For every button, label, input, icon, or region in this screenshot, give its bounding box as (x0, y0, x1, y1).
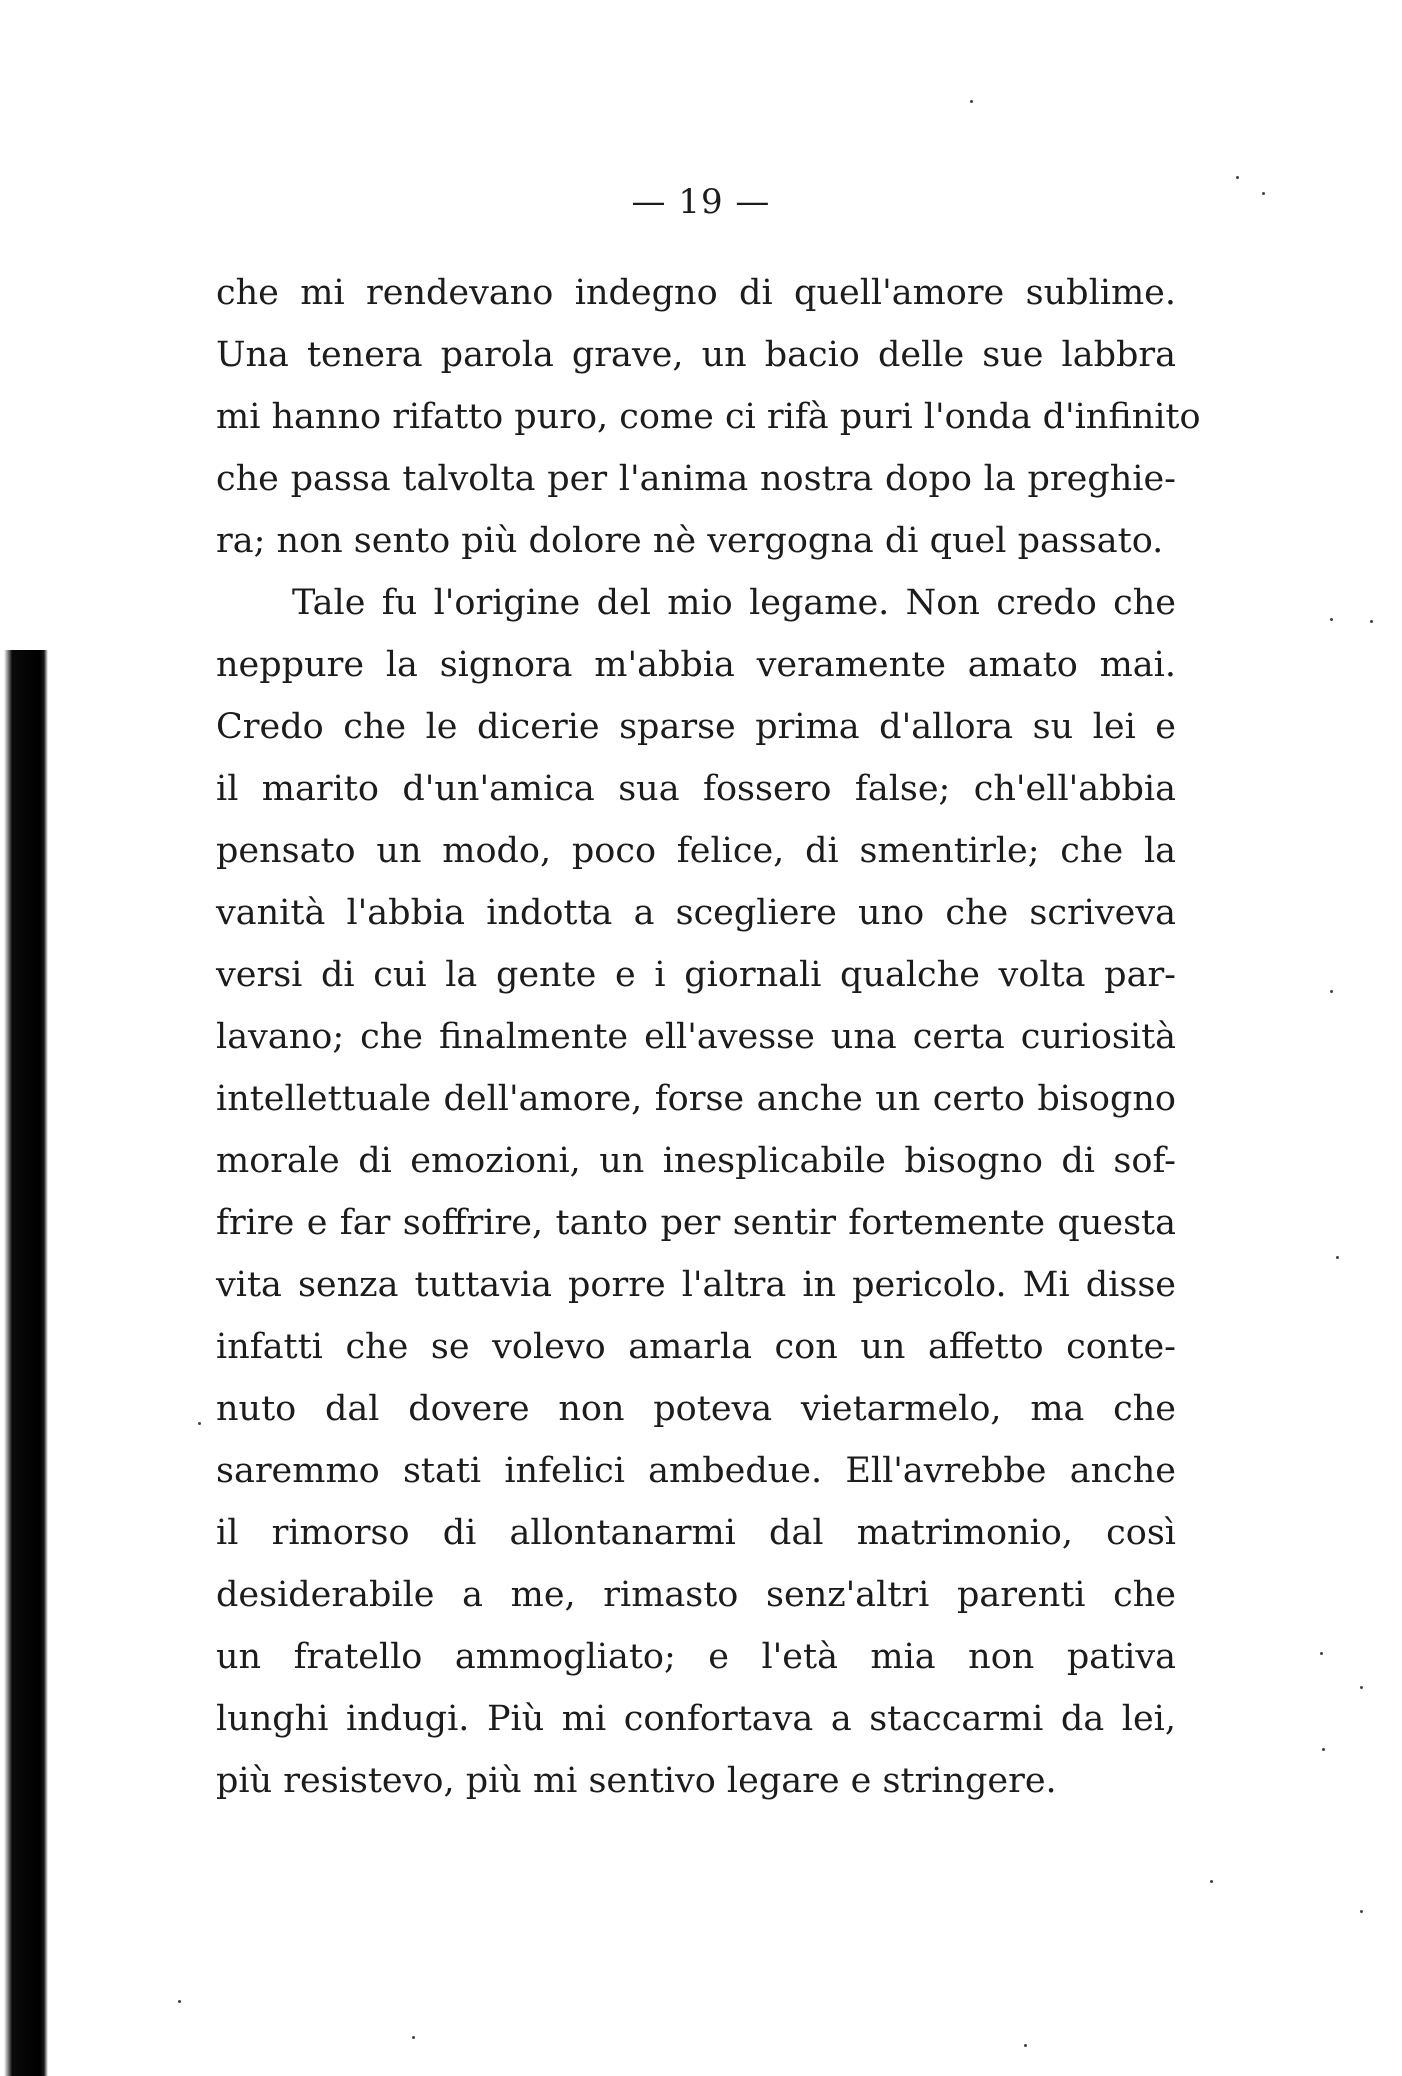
scan-speck (970, 100, 973, 103)
text-line: vita senza tuttavia porre l'altra in pericolo. Mi disse (216, 1265, 1176, 1305)
scan-speck (1360, 1686, 1363, 1689)
scan-speck (1330, 618, 1333, 621)
text-line: intellettuale dell'amore, forse anche un certo bisogno (216, 1079, 1176, 1119)
scan-speck (1330, 990, 1333, 993)
text-line: frire e far soffrire, tanto per sentir fortemente questa (216, 1203, 1176, 1243)
text-line: il rimorso di allontanarmi dal matrimonio, così (216, 1513, 1176, 1553)
scan-speck (412, 2036, 415, 2039)
text-line: che mi rendevano indegno di quell'amore sublime. (216, 273, 1176, 313)
text-line: lavano; che finalmente ell'avesse una certa curiosità (216, 1017, 1176, 1057)
page-binding-edge (0, 650, 48, 2076)
scan-speck (1322, 1748, 1325, 1751)
scan-speck (1360, 1910, 1363, 1913)
text-line: morale di emozioni, un inesplicabile bisogno di sof- (216, 1141, 1176, 1181)
text-line: più resistevo, più mi sentivo legare e stringere. (216, 1761, 1057, 1801)
text-line: Una tenera parola grave, un bacio delle sue labbra (216, 335, 1176, 375)
text-line: Credo che le dicerie sparse prima d'allora su lei e (216, 707, 1176, 747)
text-line: pensato un modo, poco felice, di smentirle; che la (216, 831, 1176, 871)
text-line: vanità l'abbia indotta a scegliere uno che scriveva (216, 893, 1176, 933)
text-line: desiderabile a me, rimasto senz'altri parenti che (216, 1575, 1176, 1615)
scan-speck (1236, 176, 1239, 179)
text-line: versi di cui la gente e i giornali qualche volta par- (216, 955, 1176, 995)
scan-speck (1210, 1880, 1213, 1883)
scan-speck (1262, 192, 1265, 195)
text-line: Tale fu l'origine del mio legame. Non credo che (292, 583, 1176, 623)
scan-speck (178, 2000, 181, 2003)
scan-speck (1336, 1256, 1339, 1259)
text-line: un fratello ammogliato; e l'età mia non pativa (216, 1637, 1176, 1677)
scan-speck (1320, 1652, 1323, 1655)
body-text (216, 262, 1201, 1812)
page-number: — 19 — (631, 182, 771, 222)
text-line: saremmo stati infelici ambedue. Ell'avrebbe anche (216, 1451, 1176, 1491)
scan-speck (1024, 2044, 1027, 2047)
text-line: neppure la signora m'abbia veramente amato mai. (216, 645, 1176, 685)
text-line: il marito d'un'amica sua fossero false; ch'ell'abbia (216, 769, 1176, 809)
text-line: che passa talvolta per l'anima nostra dopo la preghie- (216, 459, 1176, 499)
scan-speck (1370, 620, 1373, 623)
scan-speck (198, 1422, 201, 1425)
text-line: nuto dal dovere non poteva vietarmelo, ma che (216, 1389, 1176, 1429)
text-line: lunghi indugi. Più mi confortava a staccarmi da lei, (216, 1699, 1176, 1739)
text-line: ra; non sento più dolore nè vergogna di quel passato. (216, 521, 1164, 561)
text-line: mi hanno rifatto puro, come ci rifà puri l'onda d'infinito (216, 397, 1201, 437)
text-line: infatti che se volevo amarla con un affetto conte- (216, 1327, 1176, 1367)
